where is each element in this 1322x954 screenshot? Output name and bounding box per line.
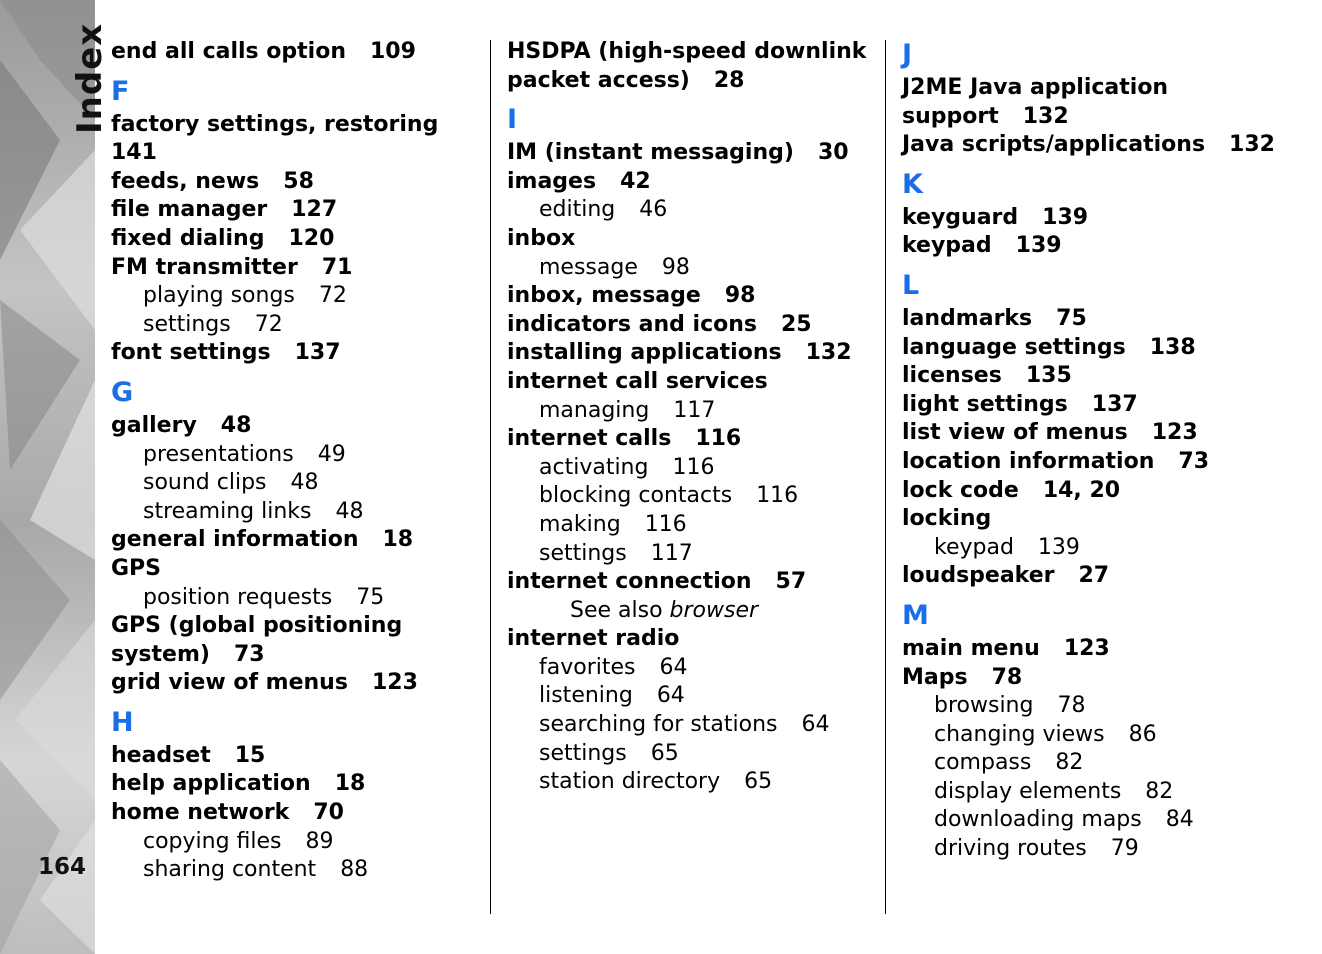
page-reference: 48 (220, 412, 252, 438)
page-reference: 117 (673, 397, 716, 423)
index-term: file manager (111, 197, 268, 223)
index-term: settings (539, 740, 627, 766)
index-term: favorites (539, 654, 636, 680)
page-reference: 123 (371, 670, 418, 696)
index-term: home network (111, 800, 290, 826)
page-reference: 14, 20 (1042, 477, 1121, 503)
index-term: keypad (902, 233, 992, 259)
index-term: copying files (143, 828, 282, 854)
index-subentry (902, 721, 1302, 750)
index-entry (902, 448, 1302, 477)
index-term: help application (111, 771, 311, 797)
index-term: GPS (111, 555, 162, 581)
column-divider (490, 40, 491, 914)
index-term: sharing content (143, 857, 317, 883)
section-title (18, 22, 110, 134)
index-term: language settings (902, 334, 1126, 360)
index-entry (111, 612, 486, 641)
page-reference: 138 (1149, 334, 1196, 360)
index-term: keypad (934, 534, 1014, 560)
index-term: driving routes (934, 836, 1087, 862)
index-subentry (507, 511, 879, 540)
index-term: fixed dialing (111, 225, 265, 251)
page-reference: 15 (234, 742, 266, 768)
index-subentry (507, 540, 879, 569)
index-entry (902, 477, 1302, 506)
index-term: internet call services (507, 368, 768, 394)
page-reference: 78 (991, 664, 1023, 690)
index-term: streaming links (143, 498, 312, 524)
page-reference: 132 (1229, 132, 1275, 158)
index-term: images (507, 168, 597, 194)
index-entry (111, 38, 486, 67)
page-reference: 139 (1037, 534, 1080, 560)
index-entry (111, 641, 486, 670)
index-term: J2ME Java application (902, 75, 1169, 100)
index-term: editing (539, 197, 616, 223)
index-entry (507, 168, 879, 197)
index-subentry (902, 749, 1302, 778)
index-entry (902, 103, 1302, 132)
index-subentry (111, 498, 486, 527)
page-reference: 73 (1178, 448, 1210, 474)
page-reference: 116 (756, 483, 799, 509)
index-entry (902, 391, 1302, 420)
index-entry (111, 254, 486, 283)
index-subentry (902, 692, 1302, 721)
page-reference: 141 (111, 140, 157, 166)
page-reference: 98 (661, 254, 690, 280)
index-term: playing songs (143, 283, 295, 309)
page-reference: 48 (290, 470, 319, 496)
page-reference: 73 (233, 641, 265, 667)
index-term: location information (902, 448, 1155, 474)
see-also-label: See also (570, 597, 663, 623)
page-reference: 42 (620, 168, 651, 194)
index-term: Maps (902, 664, 968, 690)
index-term: general information (111, 527, 359, 553)
index-term: making (539, 511, 621, 537)
page-reference: 30 (817, 140, 849, 166)
page-reference: 28 (713, 67, 745, 93)
index-subentry (111, 441, 486, 470)
index-subentry (111, 311, 486, 340)
index-entry (507, 139, 879, 168)
index-term: position requests (143, 584, 333, 610)
index-entry (507, 225, 879, 254)
index-entry (507, 38, 879, 67)
index-subentry (507, 397, 879, 426)
page-reference: 64 (659, 654, 688, 680)
index-entry (111, 111, 486, 168)
page-reference: 25 (780, 311, 812, 337)
page-reference: 84 (1165, 807, 1194, 833)
index-term: blocking contacts (539, 483, 733, 509)
index-subentry (902, 835, 1302, 864)
index-term: system) (111, 641, 210, 667)
page-reference: 18 (334, 771, 366, 797)
index-letter-heading: K (902, 168, 923, 200)
index-term: GPS (global positioning (111, 613, 403, 639)
page-reference: 89 (305, 828, 334, 854)
index-entry (111, 168, 486, 197)
index-term: sound clips (143, 470, 267, 496)
index-term: inbox, message (507, 283, 701, 309)
index-term: packet access) (507, 67, 690, 93)
page-reference: 109 (370, 39, 416, 64)
index-term: licenses (902, 363, 1002, 389)
page-reference: 132 (1022, 103, 1069, 129)
crystal-pattern (0, 0, 95, 954)
index-term: internet calls (507, 426, 672, 452)
index-entry (902, 419, 1302, 448)
page-reference: 88 (340, 857, 369, 883)
page-number: 164 (38, 854, 87, 880)
page-reference: 75 (356, 584, 385, 610)
index-term: grid view of menus (111, 670, 348, 696)
index-term: lock code (902, 477, 1019, 503)
index-term: FM transmitter (111, 254, 298, 280)
index-letter-heading: M (902, 599, 929, 631)
index-subentry (111, 584, 486, 613)
index-entry (111, 526, 486, 555)
index-term: browsing (934, 693, 1034, 719)
index-subentry (507, 254, 879, 283)
index-letter-heading: F (111, 75, 130, 107)
page-reference: 72 (254, 311, 283, 337)
page-reference: 49 (317, 441, 346, 467)
index-entry (902, 131, 1302, 160)
page-reference: 116 (695, 426, 742, 452)
index-term: landmarks (902, 305, 1033, 331)
index-term: HSDPA (high-speed downlink (507, 39, 867, 64)
index-subentry (902, 534, 1302, 563)
index-term: IM (instant messaging) (507, 140, 794, 166)
section-title-text: Index (70, 22, 110, 134)
index-column-1 (111, 38, 486, 885)
page-reference: 132 (805, 340, 852, 366)
page-reference: 18 (382, 527, 414, 553)
see-also-reference: browser (669, 597, 759, 623)
page-reference: 70 (313, 800, 344, 826)
page-reference: 135 (1025, 363, 1072, 389)
page-reference: 137 (1091, 391, 1138, 417)
index-term: indicators and icons (507, 311, 757, 337)
sidebar-decoration (0, 0, 110, 954)
index-term: main menu (902, 635, 1040, 661)
index-subentry (111, 856, 486, 885)
index-term: keyguard (902, 204, 1019, 230)
index-term: changing views (934, 721, 1105, 747)
index-letter-heading: I (507, 104, 518, 136)
index-subentry (902, 806, 1302, 835)
index-entry (902, 305, 1302, 334)
index-term: message (539, 254, 638, 280)
index-entry (902, 635, 1302, 664)
index-term: downloading maps (934, 807, 1142, 833)
index-entry (111, 799, 486, 828)
index-term: installing applications (507, 340, 782, 366)
index-entry (507, 368, 879, 397)
index-term: display elements (934, 778, 1122, 804)
index-entry (902, 74, 1302, 103)
index-subentry (111, 828, 486, 857)
page-reference: 64 (801, 712, 830, 738)
index-subentry (507, 654, 879, 683)
index-entry (507, 67, 879, 96)
index-letter-heading: G (111, 376, 134, 408)
index-entry (111, 196, 486, 225)
page-reference: 127 (291, 197, 338, 223)
index-term: list view of menus (902, 420, 1128, 446)
index-entry (111, 770, 486, 799)
index-term: activating (539, 454, 649, 480)
page-reference: 65 (744, 769, 773, 795)
page-reference: 78 (1057, 693, 1086, 719)
index-term: gallery (111, 412, 197, 438)
page-reference: 120 (288, 225, 335, 251)
page-reference: 139 (1015, 233, 1062, 259)
page-reference: 116 (644, 511, 687, 537)
index-subentry (507, 682, 879, 711)
index-subentry (902, 778, 1302, 807)
page-reference: 57 (775, 569, 807, 595)
page-reference: 79 (1110, 836, 1139, 862)
index-subentry (507, 454, 879, 483)
index-term: end all calls option (111, 39, 346, 64)
index-term: loudspeaker (902, 563, 1055, 589)
index-entry (902, 362, 1302, 391)
page-reference: 46 (639, 197, 668, 223)
index-column-2 (507, 38, 879, 797)
page-reference: 116 (672, 454, 715, 480)
index-term: listening (539, 683, 633, 709)
index-entry (111, 412, 486, 441)
index-entry (111, 225, 486, 254)
index-entry (507, 625, 879, 654)
index-column-3 (902, 38, 1302, 864)
page-reference: 48 (335, 498, 364, 524)
index-term: locking (902, 506, 992, 532)
index-term: settings (539, 540, 627, 566)
index-letter-heading: J (902, 39, 913, 70)
index-subentry (507, 740, 879, 769)
index-subentry (507, 711, 879, 740)
index-term: settings (143, 311, 231, 337)
index-term: factory settings, restoring (111, 111, 439, 137)
index-entry (902, 232, 1302, 261)
index-term: light settings (902, 391, 1068, 417)
index-term: Java scripts/applications (902, 132, 1206, 158)
index-entry (507, 339, 879, 368)
index-term: internet connection (507, 569, 752, 595)
page-reference: 82 (1145, 778, 1174, 804)
index-subentry (507, 196, 879, 225)
column-divider (885, 40, 886, 914)
page-reference: 58 (283, 168, 314, 194)
page-reference: 65 (650, 740, 679, 766)
page-reference: 27 (1078, 563, 1110, 589)
index-term: support (902, 103, 999, 129)
index-letter-heading: H (111, 706, 134, 738)
index-see-also (507, 597, 879, 626)
page-reference: 98 (724, 283, 756, 309)
index-term: presentations (143, 441, 294, 467)
index-entry (111, 339, 486, 368)
page-reference: 123 (1063, 635, 1110, 661)
index-entry (111, 742, 486, 771)
index-entry (507, 425, 879, 454)
index-entry (902, 334, 1302, 363)
index-entry (111, 555, 486, 584)
page-reference: 117 (650, 540, 693, 566)
page-reference: 71 (321, 254, 353, 280)
page-reference: 123 (1151, 420, 1198, 446)
index-term: compass (934, 750, 1032, 776)
index-term: headset (111, 742, 211, 768)
index-term: font settings (111, 340, 271, 366)
index-entry (902, 664, 1302, 693)
index-term: feeds, news (111, 168, 260, 194)
index-term: managing (539, 397, 650, 423)
index-term: inbox (507, 225, 576, 251)
index-entry (507, 568, 879, 597)
index-entry (507, 311, 879, 340)
page-reference: 82 (1055, 750, 1084, 776)
index-entry (902, 505, 1302, 534)
page-reference: 139 (1042, 204, 1089, 230)
index-entry (111, 669, 486, 698)
index-subentry (111, 469, 486, 498)
index-entry (507, 282, 879, 311)
index-subentry (111, 282, 486, 311)
index-subentry (507, 482, 879, 511)
index-term: searching for stations (539, 712, 778, 738)
page-reference: 72 (318, 283, 347, 309)
index-term: internet radio (507, 626, 680, 652)
index-term: station directory (539, 769, 721, 795)
index-entry (902, 562, 1302, 591)
page-reference: 64 (656, 683, 685, 709)
page-reference: 137 (294, 340, 341, 366)
index-subentry (507, 768, 879, 797)
index-entry (902, 204, 1302, 233)
page-reference: 75 (1056, 305, 1087, 331)
index-letter-heading: L (902, 269, 920, 301)
page-reference: 86 (1128, 721, 1157, 747)
